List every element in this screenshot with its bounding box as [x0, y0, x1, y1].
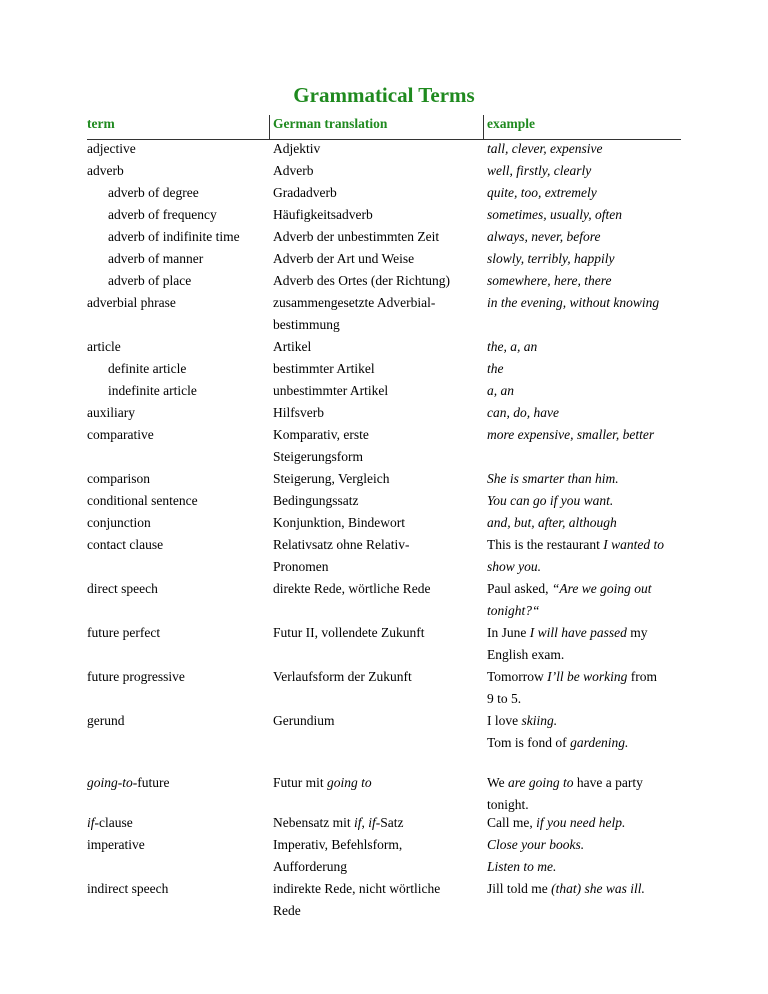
example-line [487, 490, 687, 512]
german-cell [273, 358, 483, 380]
german-cell [273, 490, 483, 512]
page-title: Grammatical Terms [293, 83, 475, 107]
example-line [487, 578, 687, 600]
german-line: Konjunktion, Bindewort [273, 515, 405, 530]
column-header-example: example [487, 116, 535, 131]
text-run: show you. [487, 559, 541, 574]
german-line: Artikel [273, 339, 312, 354]
german-line: Komparativ, erste [273, 427, 369, 442]
example-line [487, 710, 687, 732]
text-run: are going to [508, 775, 574, 790]
german-cell [273, 812, 483, 834]
example-cell [487, 380, 687, 402]
text-run: my [626, 625, 648, 640]
term-cell: adjective [87, 141, 136, 156]
text-run: tonight?“ [487, 603, 540, 618]
term-cell: gerund [87, 713, 125, 728]
german-cell [273, 772, 483, 794]
example-line [487, 534, 687, 556]
german-line: Gerundium [273, 713, 335, 728]
german-line: unbestimmter Artikel [273, 383, 389, 398]
german-cell [273, 512, 483, 534]
text-run: if [353, 815, 362, 830]
example-line [487, 878, 687, 900]
term-cell: adverb of place [108, 273, 192, 288]
text-run: can, do, have [487, 405, 559, 420]
german-cell [273, 878, 483, 922]
german-cell [273, 424, 483, 468]
term-cell: adverb [87, 163, 124, 178]
german-cell [273, 248, 483, 270]
german-line: indirekte Rede, nicht wörtliche [273, 881, 441, 896]
example-line [487, 270, 687, 292]
example-cell [487, 182, 687, 204]
example-line [487, 512, 687, 534]
term-cell: comparison [87, 471, 150, 486]
example-cell [487, 772, 687, 816]
example-line [487, 226, 687, 248]
example-line [487, 644, 687, 666]
example-cell [487, 622, 687, 666]
german-line: Adverb der Art und Weise [273, 251, 415, 266]
german-line: Bedingungssatz [273, 493, 359, 508]
example-cell [487, 160, 687, 182]
example-line [487, 812, 687, 834]
example-line [487, 834, 687, 856]
example-line [487, 600, 687, 622]
example-cell [487, 534, 687, 578]
term-cell: definite article [108, 361, 187, 376]
example-cell [487, 292, 687, 314]
example-cell [487, 512, 687, 534]
german-line: bestimmter Artikel [273, 361, 375, 376]
german-cell [273, 226, 483, 248]
german-line: Gradadverb [273, 185, 337, 200]
text-run: gardening. [570, 735, 629, 750]
german-line: Adjektiv [273, 141, 321, 156]
german-line: Hilfsverb [273, 405, 324, 420]
text-run: I love [487, 713, 522, 728]
german-line: direkte Rede, wörtliche Rede [273, 581, 431, 596]
example-line [487, 856, 687, 878]
german-cell [273, 578, 483, 600]
term-cell: adverb of degree [108, 185, 199, 200]
text-run: (that) she was ill. [551, 881, 645, 896]
example-line [487, 358, 687, 380]
german-cell [273, 270, 483, 292]
german-cell [273, 834, 483, 878]
text-run: tall, clever, expensive [487, 141, 603, 156]
german-cell [273, 182, 483, 204]
example-cell [487, 358, 687, 380]
text-run: have a party [573, 775, 643, 790]
example-line [487, 688, 687, 710]
text-run: skiing. [521, 713, 558, 728]
german-line: Adverb der unbestimmten Zeit [273, 229, 440, 244]
text-run: -future [132, 775, 170, 790]
german-cell [273, 380, 483, 402]
example-cell [487, 666, 687, 710]
example-cell [487, 226, 687, 248]
text-run: well, firstly, clearly [487, 163, 592, 178]
example-line [487, 380, 687, 402]
text-run: 9 to 5. [487, 691, 522, 706]
example-line [487, 424, 687, 446]
text-run: She is smarter than him. [487, 471, 619, 486]
german-line [273, 772, 483, 794]
term-cell: auxiliary [87, 405, 135, 420]
example-cell [487, 424, 687, 446]
example-line [487, 772, 687, 794]
text-run: English exam. [487, 647, 565, 662]
example-line [487, 666, 687, 688]
text-run: and, but, after, although [487, 515, 617, 530]
text-run: I will have passed [529, 625, 627, 640]
text-run: , [361, 815, 369, 830]
example-cell [487, 336, 687, 358]
german-cell [273, 204, 483, 226]
example-line [487, 248, 687, 270]
german-line: Futur II, vollendete Zukunft [273, 625, 425, 640]
text-run: Listen to me. [487, 859, 557, 874]
german-cell [273, 292, 483, 336]
text-run: Paul asked, [487, 581, 552, 596]
german-line: Pronomen [273, 559, 329, 574]
term-cell: comparative [87, 427, 154, 442]
german-line: Häufigkeitsadverb [273, 207, 373, 222]
term-cell: adverb of indifinite time [108, 229, 240, 244]
german-cell [273, 138, 483, 160]
example-line [487, 204, 687, 226]
text-run: Call me, [487, 815, 537, 830]
text-run: going-to [87, 775, 133, 790]
german-line: Steigerungsform [273, 449, 363, 464]
text-run: Futur mit [273, 775, 328, 790]
text-run: I wanted to [603, 537, 664, 552]
text-run: tonight. [487, 797, 529, 812]
text-run: in the evening, without knowing [487, 295, 660, 310]
german-line: Aufforderung [273, 859, 347, 874]
term-cell: conjunction [87, 515, 151, 530]
text-run: We [487, 775, 509, 790]
column-divider [483, 115, 484, 139]
example-line [487, 732, 687, 754]
term-cell: direct speech [87, 581, 158, 596]
example-cell [487, 468, 687, 490]
example-line [487, 622, 687, 644]
german-cell [273, 402, 483, 424]
example-line [487, 182, 687, 204]
example-cell [487, 490, 687, 512]
term-cell: imperative [87, 837, 145, 852]
term-cell: indirect speech [87, 881, 169, 896]
german-cell [273, 534, 483, 578]
german-line: Adverb [273, 163, 314, 178]
term-cell: article [87, 339, 121, 354]
term-cell: adverb of manner [108, 251, 204, 266]
text-run: slowly, terribly, happily [487, 251, 615, 266]
example-cell [487, 204, 687, 226]
german-line: bestimmung [273, 317, 340, 332]
german-line [273, 812, 483, 834]
text-run: Nebensatz mit [273, 815, 354, 830]
example-line [487, 402, 687, 424]
example-line [487, 138, 687, 160]
text-run: sometimes, usually, often [487, 207, 622, 222]
term-cell: indefinite article [108, 383, 197, 398]
term-cell: contact clause [87, 537, 164, 552]
example-cell [487, 138, 687, 160]
german-line: Relativsatz ohne Relativ- [273, 537, 410, 552]
example-cell [487, 578, 687, 622]
term-cell [87, 772, 169, 794]
german-cell [273, 336, 483, 358]
example-cell [487, 834, 687, 878]
text-run: You can go if you want. [487, 493, 614, 508]
term-cell: future progressive [87, 669, 185, 684]
example-line [487, 468, 687, 490]
german-cell [273, 160, 483, 182]
text-run: In June [487, 625, 530, 640]
text-run: if you need help. [536, 815, 626, 830]
text-run: I’ll be working [547, 669, 628, 684]
german-line: Steigerung, Vergleich [273, 471, 390, 486]
term-cell: adverb of frequency [108, 207, 217, 222]
text-run: somewhere, here, there [487, 273, 612, 288]
german-line: Adverb des Ortes (der Richtung) [273, 273, 450, 288]
german-line: zusammengesetzte Adverbial- [273, 295, 436, 310]
example-line [487, 336, 687, 358]
german-cell [273, 468, 483, 490]
text-run: This is the restaurant [487, 537, 604, 552]
column-header-term: term [87, 116, 115, 131]
german-line: Imperativ, Befehlsform, [273, 837, 403, 852]
text-run: Tom is fond of [487, 735, 571, 750]
term-cell: conditional sentence [87, 493, 198, 508]
german-line: Rede [273, 903, 301, 918]
column-header-german: German translation [273, 116, 388, 131]
text-run: -clause [94, 815, 133, 830]
text-run: the, a, an [487, 339, 538, 354]
example-line [487, 292, 687, 314]
text-run: always, never, before [487, 229, 601, 244]
example-line [487, 160, 687, 182]
text-run: the [487, 361, 504, 376]
text-run: from [627, 669, 658, 684]
text-run: -Satz [375, 815, 404, 830]
text-run: a, an [487, 383, 514, 398]
text-run: “Are we going out [551, 581, 652, 596]
german-cell [273, 710, 483, 732]
term-cell: adverbial phrase [87, 295, 176, 310]
column-divider [269, 115, 270, 139]
term-cell: future perfect [87, 625, 161, 640]
term-cell [87, 812, 133, 834]
text-run: if [87, 815, 95, 830]
text-run: going to [327, 775, 372, 790]
text-run: more expensive, smaller, better [487, 427, 655, 442]
german-cell [273, 622, 483, 644]
text-run: Tomorrow [487, 669, 548, 684]
example-cell [487, 710, 687, 754]
german-cell [273, 666, 483, 688]
example-cell [487, 812, 687, 834]
text-run: quite, too, extremely [487, 185, 597, 200]
example-cell [487, 878, 687, 900]
text-run: if [368, 815, 376, 830]
example-line [487, 556, 687, 578]
german-line: Verlaufsform der Zukunft [273, 669, 412, 684]
example-cell [487, 270, 687, 292]
text-run: Close your books. [487, 837, 585, 852]
example-cell [487, 402, 687, 424]
example-cell [487, 248, 687, 270]
text-run: Jill told me [487, 881, 552, 896]
